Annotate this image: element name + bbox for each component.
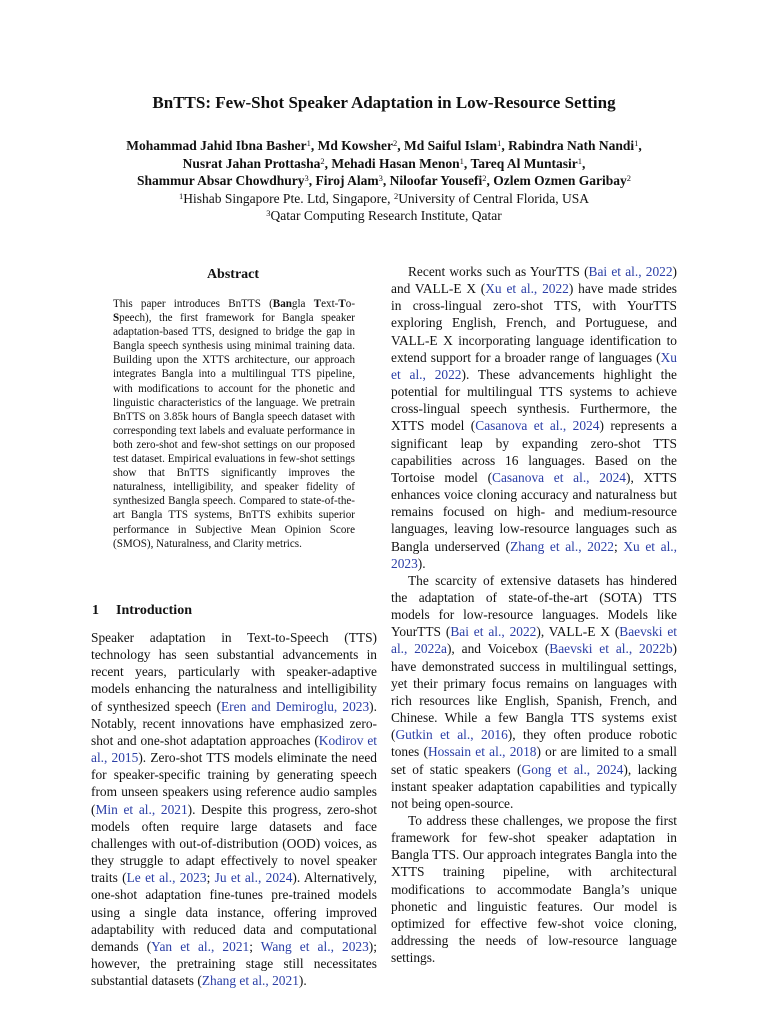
body-text: ); however, the pretraining stage still necessitates substantial datasets ( — [91, 938, 377, 989]
author-name: Md Kowsher — [317, 138, 394, 153]
abstract-text: This paper introduces BnTTS ( — [113, 298, 273, 310]
author-name: Md Saiful Islam — [404, 138, 498, 153]
citation-link[interactable]: Wang et al., 2023 — [260, 938, 369, 954]
author-name: Mohammad Jahid Ibna Basher — [126, 138, 307, 153]
abstract-paragraph — [113, 297, 355, 551]
author-name: Firoj Alam — [315, 173, 379, 188]
citation-link[interactable]: Xu et al., 2022 — [485, 281, 569, 297]
body-text: ), XTTS enhances voice cloning accuracy and naturalness but remains focused on high- and medium-resource languages, leaving low-resource languages such as Bangla underserved ( — [391, 469, 677, 554]
body-text: ). — [417, 555, 426, 571]
author-block — [0, 137, 768, 225]
affiliation-mark: 3 — [378, 173, 383, 183]
author-separator: , — [463, 155, 471, 171]
body-text: ) or are limited to a small set of static speakers ( — [391, 744, 678, 777]
intro-paragraph-2 — [391, 263, 677, 572]
affiliation-number: 3 — [266, 208, 271, 218]
right-column-text — [391, 263, 677, 966]
author-name: Ozlem Ozmen Garibay — [493, 173, 627, 188]
affiliation-text: Qatar Computing Research Institute, Qatar — [270, 208, 502, 223]
author-separator: , — [581, 155, 586, 171]
body-text: ) have demonstrated success in multilingual settings, yet their primary focus remains on languages with rich resources like English, Spanish, French, and Chinese. While a few Bangla TTS systems exist ( — [391, 641, 678, 743]
affiliation-mark: 1 — [459, 155, 464, 166]
citation-link[interactable]: Xu et al., 2023 — [391, 538, 678, 571]
abstract-text: peech), the first framework for Bangla speaker adaptation-based TTS, designed to bridge the gap in Bangla speech synthesis using minimal training data. Building upon the XTTS architecture, our approach integrates Bangla into a multilingual TTS pipeline, with modifications to account for the phonetic and linguistic characteristics of the language. We pretrain BnTTS on 3.85k hours of Bangla speech dataset with corresponding text labels and evaluate performance in both zero-shot and few-shot settings on our proposed test dataset. Empirical evaluations in few-shot settings show that BnTTS significantly improves the naturalness, intelligibility, and speaker fidelity of synthesized Bangla speech. Compared to state-of-the-art Bangla TTS systems, BnTTS exhibits superior performance in Subjective Mean Opinion Score (SMOS), Naturalness, and Clarity metrics. — [113, 312, 355, 550]
citation-link[interactable]: Bai et al., 2022 — [450, 624, 537, 640]
citation-link[interactable]: Kodirov et al., 2015 — [91, 732, 377, 766]
affiliation-mark: 1 — [497, 138, 502, 148]
body-text: Speaker adaptation in Text-to-Speech (TTS) technology has seen substantial advancements in recent years, particularly with speaker-adaptive models enhancing the naturalness and intelligibility of synthesized speech ( — [91, 630, 377, 714]
affiliation-number: 1 — [178, 190, 184, 201]
author-separator: , — [308, 173, 316, 188]
abstract-text: ext- — [321, 298, 339, 310]
body-text: The scarcity of extensive datasets has hindered the adaptation of state-of-the-art (SOTA) TTS models for low-resource languages. Models like YourTTS ( — [391, 572, 677, 640]
author-line-3 — [0, 172, 768, 190]
body-text: ; — [206, 870, 215, 886]
body-text: To address these challenges, we propose the first framework for few-shot speaker adaptation in Bangla TTS. Our approach integrates Bangla into the XTTS training pipeline, with architectural modifications to accommodate Bangla’s unique phonetic and linguistic features. Our model is optimized for effective few-shot voice cloning, addressing the needs of low-resource language settings. — [391, 813, 677, 966]
section-heading-introduction — [92, 602, 374, 620]
citation-link[interactable]: Baevski et al., 2022a — [391, 624, 677, 657]
author-name: Shammur Absar Chowdhury — [136, 173, 305, 188]
affiliation-mark: 2 — [626, 173, 632, 183]
author-line-2 — [0, 155, 768, 173]
body-text: ), they often produce robotic tones ( — [391, 727, 677, 760]
body-text: ) have made strides in cross-lingual zero-shot TTS, with YourTTS exploring English, French, and Portuguese, and VALL-E X incorporating language identification to extend support for a broader range of languages ( — [391, 281, 677, 365]
body-text: Recent works such as YourTTS ( — [408, 264, 589, 279]
citation-link[interactable]: Eren and Demiroglu, 2023 — [220, 698, 370, 714]
intro-paragraph-4 — [391, 812, 677, 966]
section-title: Introduction — [116, 603, 192, 618]
citation-link[interactable]: Gong et al., 2024 — [521, 761, 624, 777]
citation-link[interactable]: Casanova et al., 2024 — [475, 418, 600, 434]
abstract-body — [113, 297, 355, 551]
body-text: ). Despite this progress, zero-shot models often require large datasets and face challenges with out-of-distribution (OOD) voices, as they struggle to adapt effectively to novel speaker traits ( — [91, 801, 377, 886]
citation-link[interactable]: Min et al., 2021 — [95, 801, 188, 817]
author-line-1 — [0, 137, 768, 155]
author-name: Mehadi Hasan Menon — [331, 155, 460, 171]
affiliation-mark: 2 — [482, 173, 487, 183]
body-text: ) represents a significant leap by expanding zero-shot TTS capabilities across 16 languages. Based on the Tortoise model ( — [391, 418, 678, 485]
affiliation-number: 2 — [393, 190, 399, 201]
citation-link[interactable]: Yan et al., 2021 — [151, 938, 250, 954]
author-separator: , — [486, 173, 494, 188]
body-text: ), and Voicebox ( — [446, 641, 550, 657]
author-separator: , — [310, 138, 318, 153]
author-name: Rabindra Nath Nandi — [508, 138, 635, 153]
author-separator: , — [638, 138, 642, 153]
body-text: ; — [614, 538, 624, 554]
acronym-letter: T — [313, 298, 322, 310]
author-name: Nusrat Jahan Prottasha — [182, 155, 321, 171]
citation-link[interactable]: Baevski et al., 2022b — [549, 641, 673, 657]
body-text: ; — [249, 938, 261, 954]
intro-paragraph-3 — [391, 572, 677, 812]
affiliation-mark: 1 — [577, 155, 582, 166]
intro-paragraph-1 — [91, 629, 377, 989]
acronym-letter: T — [338, 298, 346, 310]
affiliation-line-1 — [0, 190, 768, 208]
abstract-heading: Abstract — [206, 267, 260, 282]
affiliation-mark: 1 — [306, 138, 311, 148]
acronym-letter: Ban — [272, 298, 292, 310]
citation-link[interactable]: Ju et al., 2024 — [214, 870, 293, 886]
acronym-letter: S — [113, 312, 120, 325]
author-separator: , — [324, 155, 332, 171]
affiliation-mark: 1 — [634, 138, 639, 148]
citation-link[interactable]: Zhang et al., 2022 — [510, 538, 614, 554]
body-text: ). Alternatively, one-shot adaptation fine-tunes pre-trained models using a single data instance, offering improved adaptability with reduced data and computational demands ( — [91, 870, 377, 954]
author-name: Niloofar Yousefi — [389, 173, 483, 188]
author-separator: , — [397, 138, 405, 153]
abstract-text: o- — [345, 298, 356, 310]
citation-link[interactable]: Gutkin et al., 2016 — [395, 727, 508, 743]
body-text: ). — [298, 973, 307, 989]
affiliation-text: Hishab Singapore Pte. Ltd, Singapore, — [183, 190, 394, 206]
affiliation-line-2 — [0, 207, 768, 225]
affiliation-mark: 2 — [320, 155, 325, 166]
left-column-text — [91, 629, 377, 989]
body-text: ), VALL-E X ( — [536, 624, 620, 640]
citation-link[interactable]: Xu et al., 2022 — [391, 349, 677, 382]
citation-link[interactable]: Bai et al., 2022 — [588, 264, 673, 279]
affiliation-text: University of Central Florida, USA — [398, 190, 590, 206]
body-text: ), lacking instant speaker adaptation capabilities and typically not being open-source. — [391, 761, 677, 811]
body-text: ). Zero-shot TTS models eliminate the need for speaker-specific training by generating speech from unseen speakers using reference audio samples ( — [91, 750, 377, 817]
author-name: Tareq Al Muntasir — [470, 155, 578, 171]
affiliation-mark: 3 — [304, 173, 309, 183]
author-separator: , — [382, 173, 390, 188]
body-text: ). These advancements highlight the potential for multilingual TTS systems to achieve cross-lingual speech synthesis. Furthermore, the XTTS model ( — [391, 366, 677, 434]
section-number: 1 — [92, 603, 99, 618]
body-text: ) and VALL-E X ( — [391, 264, 678, 297]
citation-link[interactable]: Le et al., 2023 — [126, 870, 207, 886]
citation-link[interactable]: Hossain et al., 2018 — [427, 744, 537, 760]
paper-title: BnTTS: Few-Shot Speaker Adaptation in Low-Resource Setting — [152, 93, 616, 112]
abstract-text: gla — [291, 298, 314, 310]
body-text: ). Notably, recent innovations have emphasized zero-shot and one-shot adaptation approaches ( — [91, 698, 377, 748]
affiliation-mark: 2 — [393, 138, 398, 148]
author-separator: , — [501, 138, 509, 153]
citation-link[interactable]: Zhang et al., 2021 — [201, 973, 299, 989]
citation-link[interactable]: Casanova et al., 2024 — [492, 469, 626, 485]
